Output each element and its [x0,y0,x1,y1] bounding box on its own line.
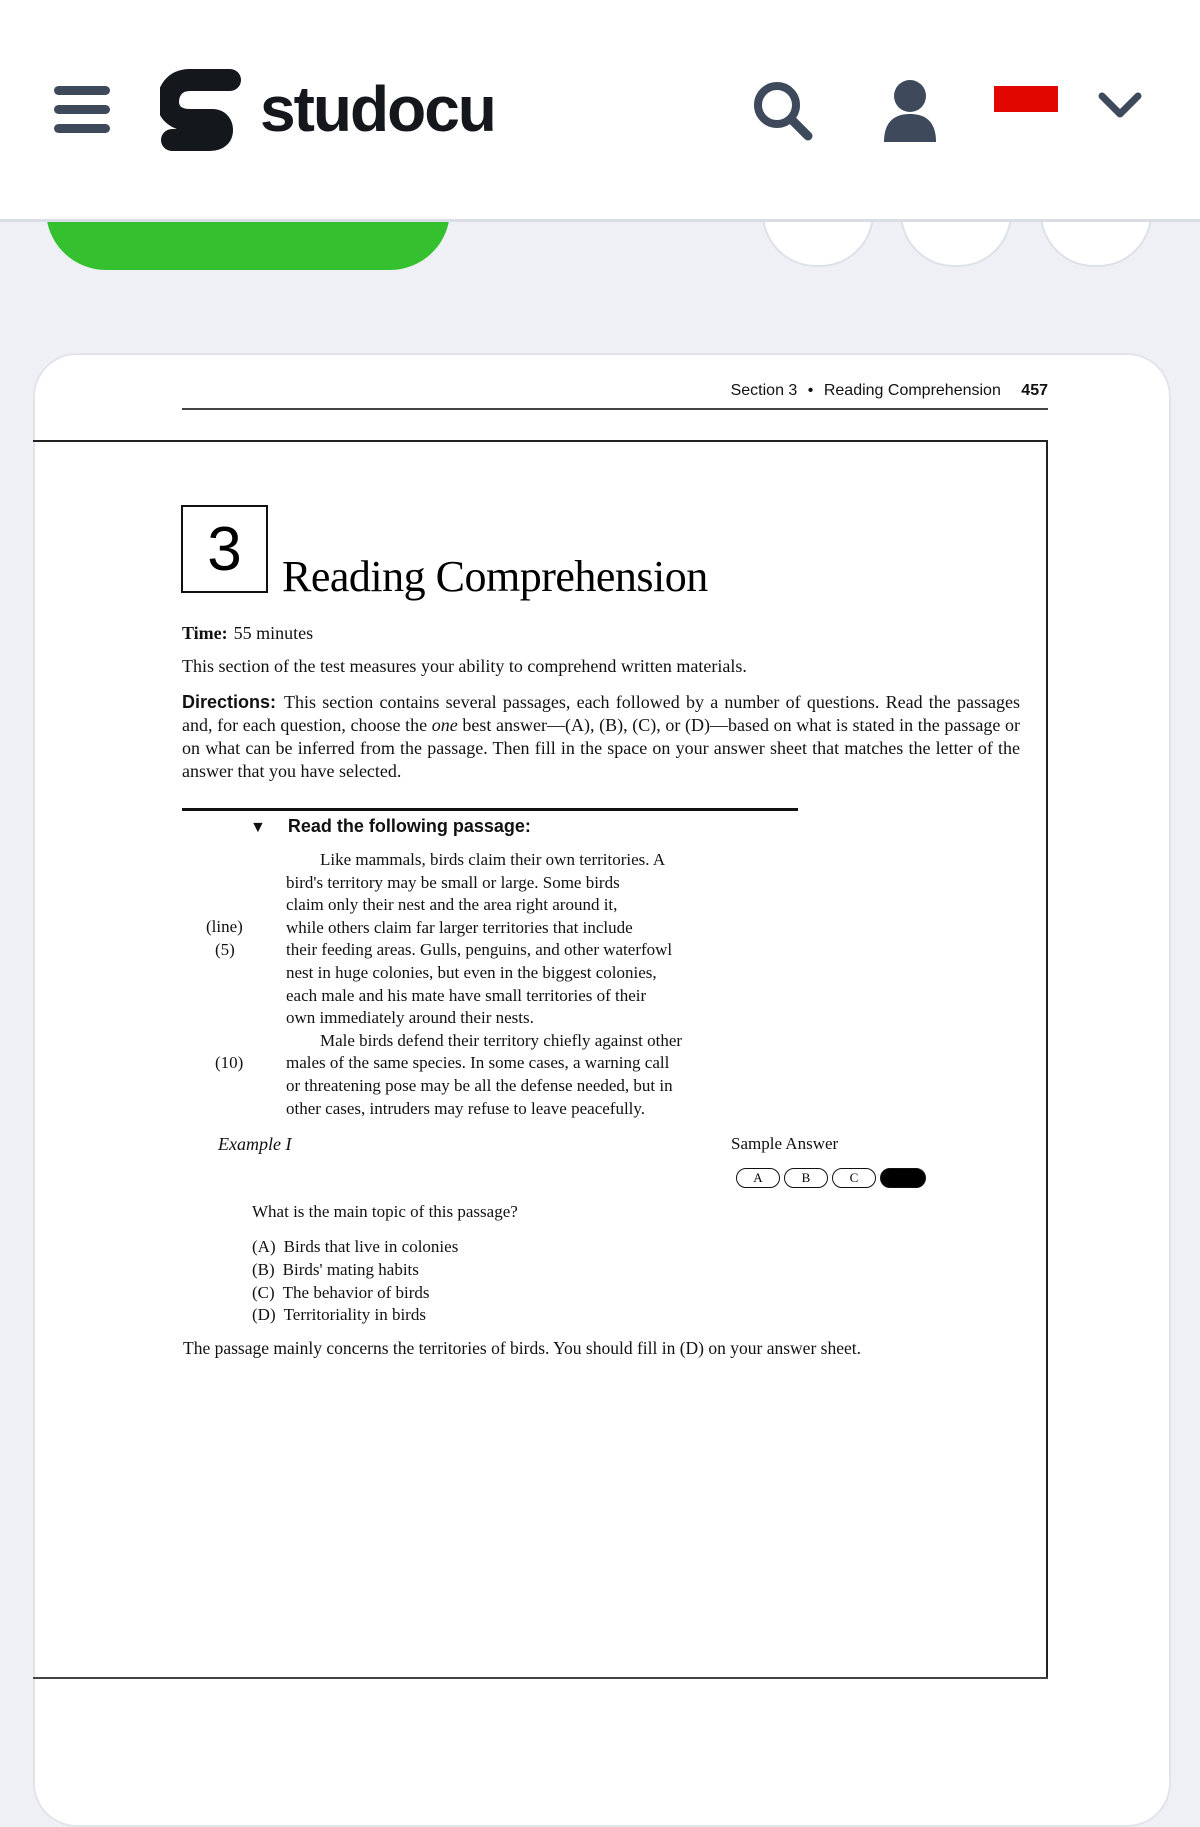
page-frame-top [33,440,1048,442]
triangle-marker-icon: ▼ [250,819,266,836]
running-head: Section 3 • Reading Comprehension 457 [730,382,1048,399]
hamburger-icon[interactable] [54,86,110,134]
bubble-b: B [784,1168,828,1188]
bubble-c: C [832,1168,876,1188]
brand-wordmark: studocu [260,73,495,145]
page-number: 457 [1021,382,1048,399]
studocu-mark-icon [160,66,250,156]
answer-bubbles [736,1168,930,1188]
directions-rule [182,808,798,811]
line-marker: (line) [206,917,243,936]
option-c: (C) The behavior of birds [252,1282,430,1302]
user-icon[interactable] [880,78,940,142]
section-number-box: 3 [181,505,268,593]
sample-answer-label: Sample Answer [731,1134,839,1153]
directions-paragraph: Directions: This section contains several passages, each followed by a number of questions. Read the passages and, for each question, choose the one best answer—(A), (B), (C), or (D)—based on what is stated in the passage or on what can be inferred from the passage. Then fill in the space on your answer sheet that matches the letter of the answer that you have selected. [182,692,1020,781]
time-limit: Time: 55 minutes [182,623,314,643]
bubble-d-filled [880,1168,926,1188]
section-intro: This section of the test measures your ability to comprehend written materials. [182,656,747,676]
answer-options [252,1236,458,1327]
section-title: Reading Comprehension [282,552,708,601]
read-passage-label: ▼ Read the following passage: [250,816,531,836]
example-question: What is the main topic of this passage? [252,1202,518,1221]
language-flag-icon[interactable] [994,86,1058,112]
chevron-down-icon[interactable] [1096,88,1144,120]
bubble-a: A [736,1168,780,1188]
top-nav-bar [0,0,1200,222]
page-frame-right [1046,440,1048,1679]
example-label: Example I [218,1134,292,1154]
passage-paragraph: Like mammals, birds claim their own territories. A bird's territory may be small or large. Some birds claim only their nest and the area right around it, while others claim far larger territories that include their feeding areas. Gulls, penguins, and other waterfowl nest in huge colonies, but even in the biggest colonies, each male and his mate have small territories of their own immediately around their nests. [286,850,673,1028]
line-number-5: (5) [215,940,235,959]
page-frame-bottom [33,1677,1048,1679]
search-icon[interactable] [752,80,814,142]
passage-paragraph: Male birds defend their territory chiefly against other males of the same species. In some cases, a warning call or threatening pose may be all the defense needed, but in other cases, intruders may refuse to leave peacefully. [286,1030,683,1118]
option-b: (B) Birds' mating habits [252,1259,419,1279]
option-a: (A) Birds that live in colonies [252,1237,459,1256]
header-rule [182,408,1048,410]
line-number-10: (10) [215,1053,244,1072]
reading-passage [286,849,806,1120]
option-d: (D) Territoriality in birds [252,1305,426,1325]
studocu-logo[interactable] [160,66,530,156]
answer-explanation: The passage mainly concerns the territories of birds. You should fill in (D) on your answer sheet. [183,1338,861,1358]
